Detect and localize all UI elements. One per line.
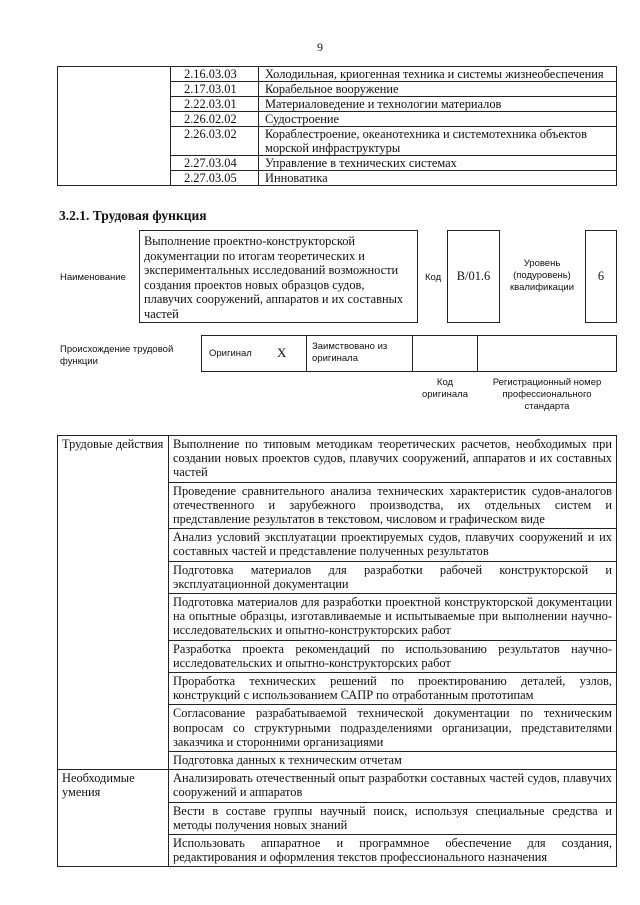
code-cell: 2.27.03.05 [171,171,259,186]
code-cell: 2.22.03.01 [171,97,259,112]
borrowed-label: Заимствовано из оригинала [312,341,388,364]
action-cell: Разработка проекта рекомендаций по использованию результатов научно-исследовательских и опытно-конструкторских работ [169,640,617,672]
name-cell: Корабельное вооружение [259,82,617,97]
name-cell: Инноватика [259,171,617,186]
skill-cell: Анализировать отечественный опыт разработки составных частей судов, плавучих сооружений и аппаратов [169,770,617,802]
level-box: 6 [585,230,617,323]
original-mark: X [277,345,287,360]
name-cell: Кораблестроение, океанотехника и системотехника объектов морской инфраструктуры [259,127,617,156]
code-original-label: Код оригинала [421,377,468,400]
name-cell: Холодильная, криогенная техника и системы жизнеобеспечения [259,67,617,82]
education-codes-table [57,66,617,186]
empty-cell [58,67,171,186]
action-cell: Подготовка материалов для разработки проектной конструкторской документации на опытные образцы, изготавливаемые и испытываемые при выполнении научно-исследовательских и опытно-конструкторских работ [169,594,617,641]
name-cell: Управление в технических системах [259,156,617,171]
code-label: Код [425,272,442,283]
code-cell: 2.27.03.04 [171,156,259,171]
code-cell: 2.16.03.03 [171,67,259,82]
code-original-box [412,335,478,372]
name-cell: Материаловедение и технологии материалов [259,97,617,112]
action-cell: Анализ условий эксплуатации проектируемых судов, плавучих сооружений и их составных частей и представление полученных результатов [169,529,617,561]
reg-number-label: Регистрационный номер профессионального стандарта [492,377,602,412]
function-code-box: B/01.6 [447,230,500,323]
name-cell: Судостроение [259,112,617,127]
origin-label: Происхождение трудовой функции [60,344,174,367]
original-box [201,335,307,372]
table-row [58,436,617,483]
page-number: 9 [317,40,323,54]
action-cell: Подготовка данных к техническим отчетам [169,752,617,770]
code-cell: 2.26.02.02 [171,112,259,127]
action-cell: Согласование разрабатываемой технической документации по техническим вопросам со структурными подразделениями организации, представителями заказчика и сторонними организациями [169,705,617,752]
section-title: 3.2.1. Трудовая функция [59,208,207,223]
action-cell: Подготовка материалов для разработки рабочей конструкторской и эксплуатационной документации [169,561,617,593]
labor-actions-table [57,435,617,867]
action-cell: Проведение сравнительного анализа технических характеристик судов-аналогов отечественного и зарубежного производства, их отдельных систем и представление результатов в текстовом, числовом и графическом виде [169,482,617,529]
code-cell: 2.17.03.01 [171,82,259,97]
table-row [58,67,617,82]
original-label: Оригинал [209,348,252,359]
table-row [58,770,617,802]
name-label: Наименование [60,272,126,283]
skill-cell: Использовать аппаратное и программное обеспечение для создания, редактирования и оформления текстов профессионального назначения [169,835,617,867]
function-name-box: Выполнение проектно-конструкторской документации по итогам теоретических и экспериментальных исследований возможности создания проектов новых образцов судов, плавучих сооружений, аппаратов и их составных частей [139,230,418,323]
action-cell: Проработка технических решений по проектированию деталей, узлов, конструкций с использованием САПР по отработанным прототипам [169,673,617,705]
action-cell: Выполнение по типовым методикам теоретических расчетов, необходимых при создании новых проектов судов, плавучих сооружений, аппаратов и их составных частей [169,436,617,483]
category-cell: Необходимые умения [58,770,169,867]
level-label: Уровень (подуровень) квалификации [509,258,575,293]
borrowed-box [306,335,413,372]
category-cell: Трудовые действия [58,436,169,770]
code-cell: 2.26.03.02 [171,127,259,156]
reg-number-box [477,335,617,372]
skill-cell: Вести в составе группы научный поиск, используя специальные средства и методы получения новых знаний [169,802,617,834]
